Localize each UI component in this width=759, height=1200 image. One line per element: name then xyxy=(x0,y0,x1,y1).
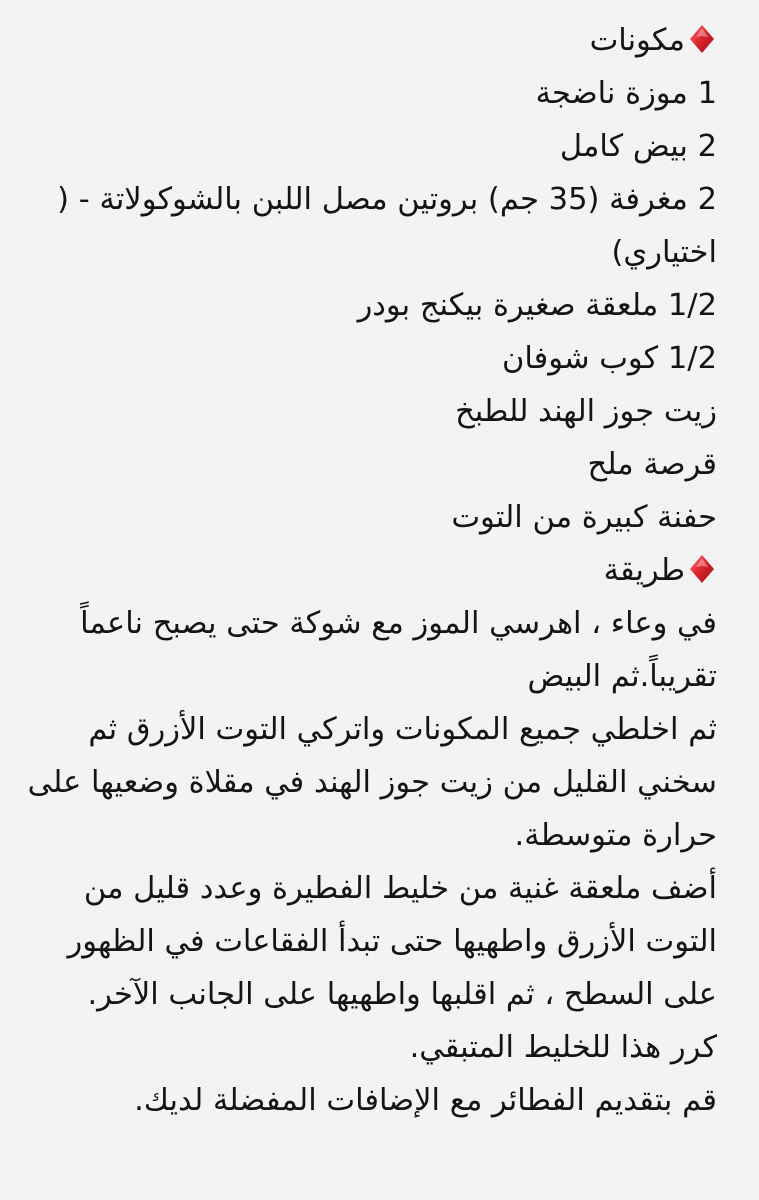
method-step: قم بتقديم الفطائر مع الإضافات المفضلة لديك. xyxy=(134,1083,717,1118)
ingredient-item: زيت جوز الهند للطبخ xyxy=(455,394,717,429)
ingredient-item: 2 بيض كامل xyxy=(559,129,717,164)
method-step: كرر هذا للخليط المتبقي. xyxy=(409,1030,717,1065)
method-heading xyxy=(27,544,717,597)
ingredient-item: 1 موزة ناضجة xyxy=(535,76,717,111)
note-body xyxy=(27,14,717,1127)
ingredient-item: 1/2 ملعقة صغيرة بيكنج بودر xyxy=(357,288,717,323)
ingredient-item: حفنة كبيرة من التوت xyxy=(451,500,717,535)
red-diamond-icon xyxy=(687,554,717,584)
method-heading-label: طريقة xyxy=(603,553,685,588)
method-step: ثم اخلطي جميع المكونات واتركي التوت الأزرق ثم سخني القليل من زيت جوز الهند في مقلاة وضعيها على حرارة متوسطة. xyxy=(27,712,717,853)
red-diamond-icon xyxy=(687,24,717,54)
method-step: في وعاء ، اهرسي الموز مع شوكة حتى يصبح ناعماً تقريباً.ثم البيض xyxy=(80,606,717,694)
ingredient-item: 2 مغرفة (35 جم) بروتين مصل اللبن بالشوكولاتة - ( اختياري) xyxy=(57,182,717,270)
ingredient-item: 1/2 كوب شوفان xyxy=(501,341,717,376)
ingredient-item: قرصة ملح xyxy=(587,447,717,482)
method-step: أضف ملعقة غنية من خليط الفطيرة وعدد قليل من التوت الأزرق واطهيها حتى تبدأ الفقاعات في الظهور على السطح ، ثم اقلبها واطهيها على الجانب الآخر. xyxy=(67,871,717,1012)
ingredients-heading-label: مكونات xyxy=(589,23,685,58)
ingredients-heading xyxy=(27,14,717,67)
